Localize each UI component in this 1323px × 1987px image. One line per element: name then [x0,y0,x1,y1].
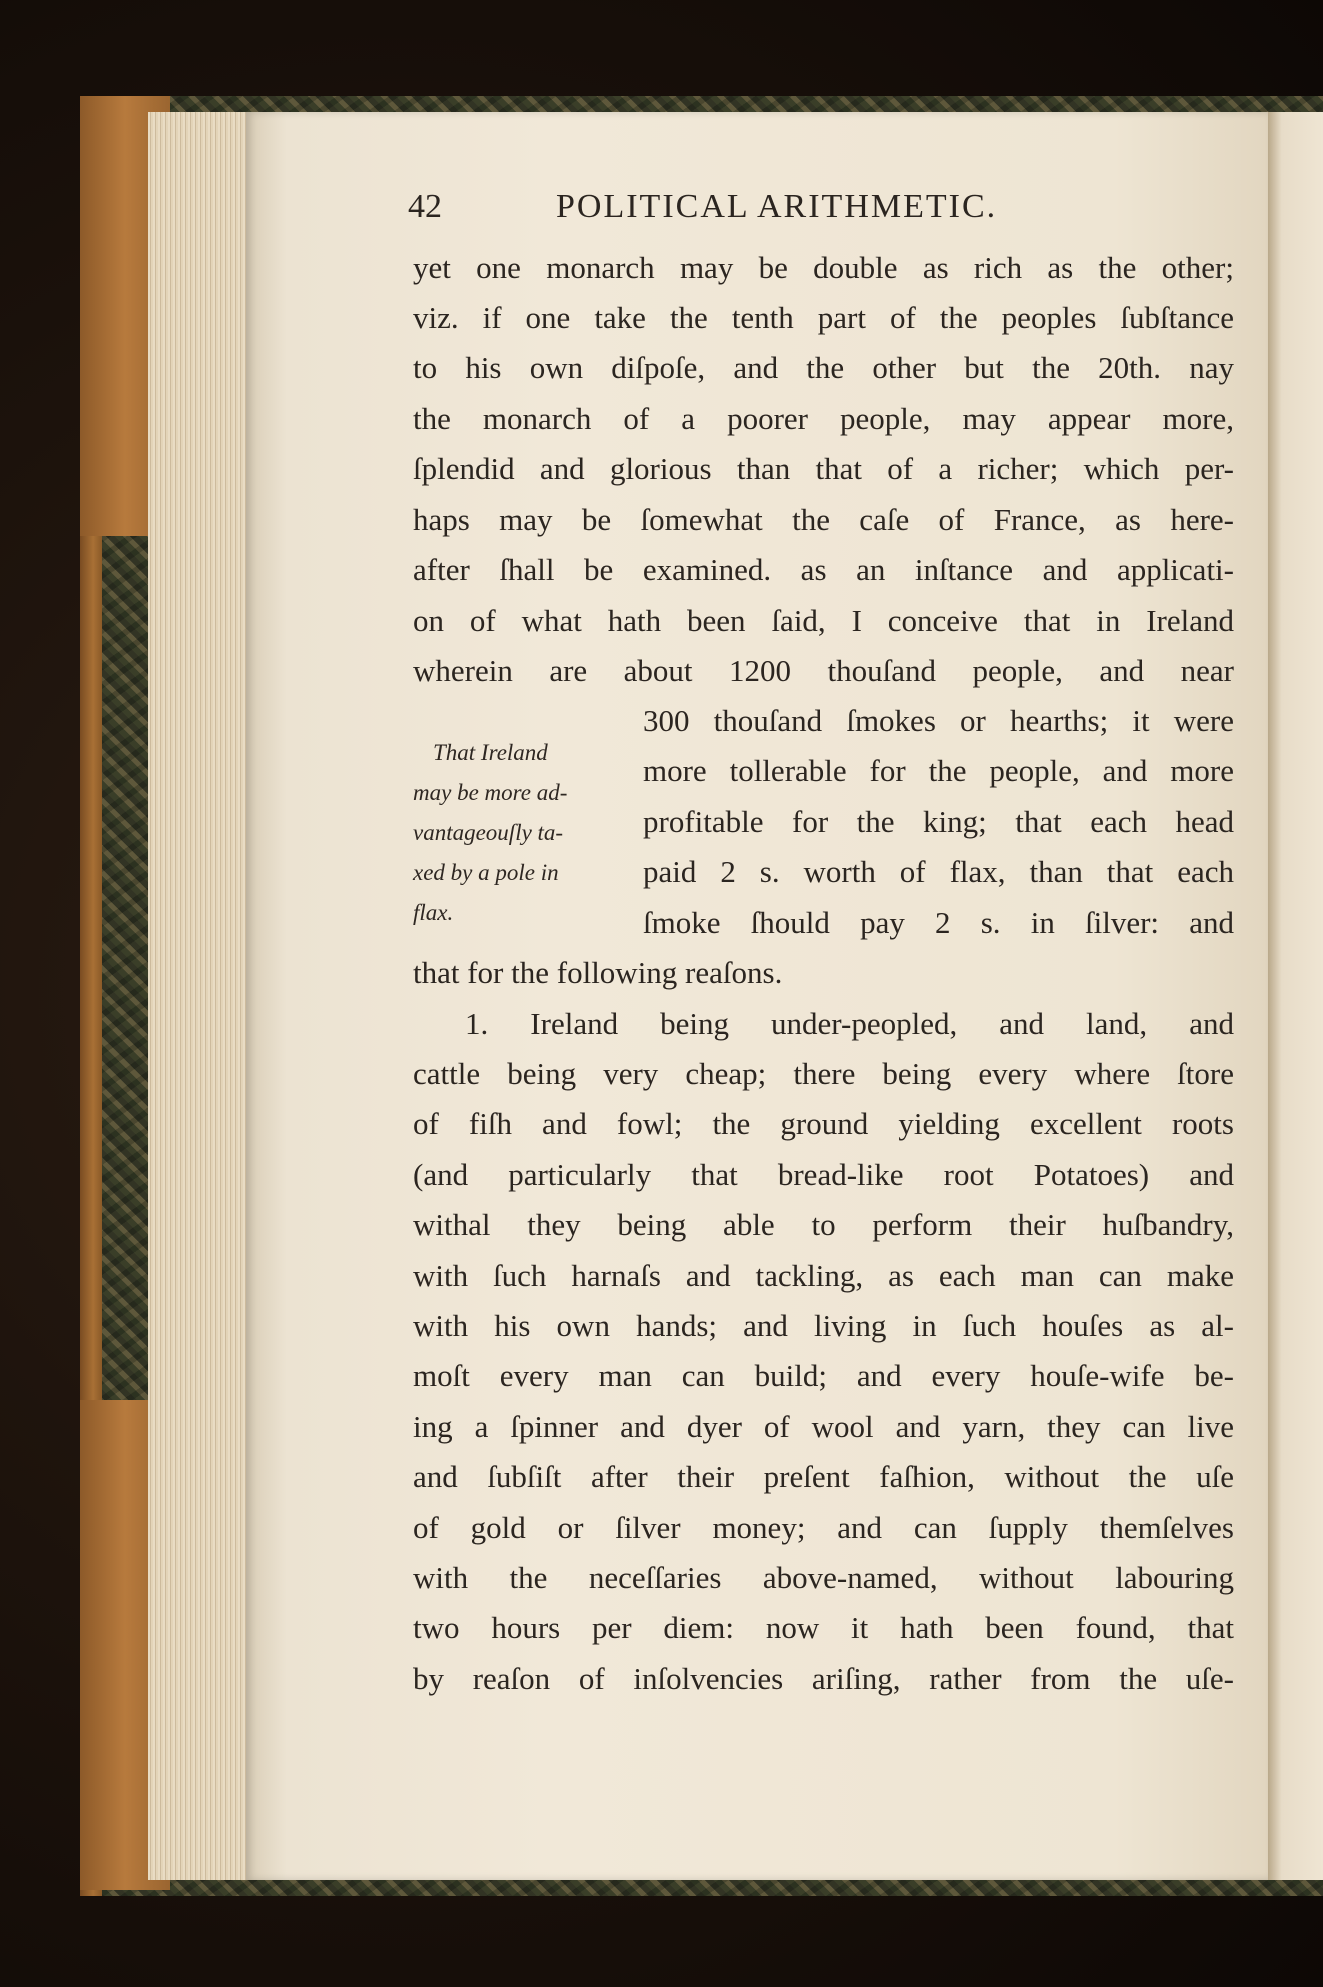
body-line: paid 2 s. worth of flax, than that each [643,854,1234,889]
body-line: after ſhall be examined. as an inſtance and applicati- [413,552,1234,587]
margin-note-line: flax. [413,900,454,925]
body-line: cattle being very cheap; there being every where ſtore [413,1056,1234,1091]
body-line: by reaſon of inſolvencies ariſing, rather from the uſe- [413,1661,1234,1696]
body-line: of fiſh and fowl; the ground yielding excellent roots [413,1106,1234,1141]
body-line: ſplendid and glorious than that of a richer; which per- [413,451,1234,486]
body-line: to his own diſpoſe, and the other but the 20th. nay [413,350,1234,385]
margin-note-line: That Ireland [433,740,548,765]
body-line: withal they being able to perform their huſbandry, [413,1207,1234,1242]
margin-note-line: may be more ad- [413,780,568,805]
body-line: that for the following reaſons. [413,955,783,990]
body-line: wherein are about 1200 thouſand people, and near [413,653,1234,688]
body-line: profitable for the king; that each head [643,804,1234,839]
running-title: POLITICAL ARITHMETIC. [556,188,998,225]
body-line: (and particularly that bread-like root Potatoes) and [413,1157,1234,1192]
page-stack [148,112,260,1880]
body-line: and ſubſiſt after their preſent faſhion, without the uſe [413,1459,1234,1494]
margin-note-line: xed by a pole in [413,860,559,885]
body-line: with his own hands; and living in ſuch houſes as al- [413,1308,1234,1343]
body-line: 300 thouſand ſmokes or hearths; it were [643,703,1234,738]
body-line: ing a ſpinner and dyer of wool and yarn, they can live [413,1409,1234,1444]
body-line: on of what hath been ſaid, I conceive that in Ireland [413,603,1234,638]
body-line: haps may be ſomewhat the caſe of France, as here- [413,502,1234,537]
body-line: yet one monarch may be double as rich as the other; [413,250,1234,285]
facing-page-edge [1268,112,1323,1880]
body-line: the monarch of a poorer people, may appear more, [413,401,1234,436]
body-line: with ſuch harnaſs and tackling, as each man can make [413,1258,1234,1293]
body-line: more tollerable for the people, and more [643,753,1234,788]
body-line: viz. if one take the tenth part of the peoples ſubſtance [413,300,1234,335]
body-line: ſmoke ſhould pay 2 s. in ſilver: and [643,905,1234,940]
body-line: with the neceſſaries above-named, without labouring [413,1560,1234,1595]
body-line: moſt every man can build; and every houſe-wife be- [413,1358,1234,1393]
body-line: 1. Ireland being under-peopled, and land, and [465,1006,1234,1041]
margin-note-line: vantageouſly ta- [413,820,564,845]
body-line: of gold or ſilver money; and can ſupply themſelves [413,1510,1234,1545]
body-line: two hours per diem: now it hath been found, that [413,1610,1234,1645]
page-number: 42 [408,188,442,225]
